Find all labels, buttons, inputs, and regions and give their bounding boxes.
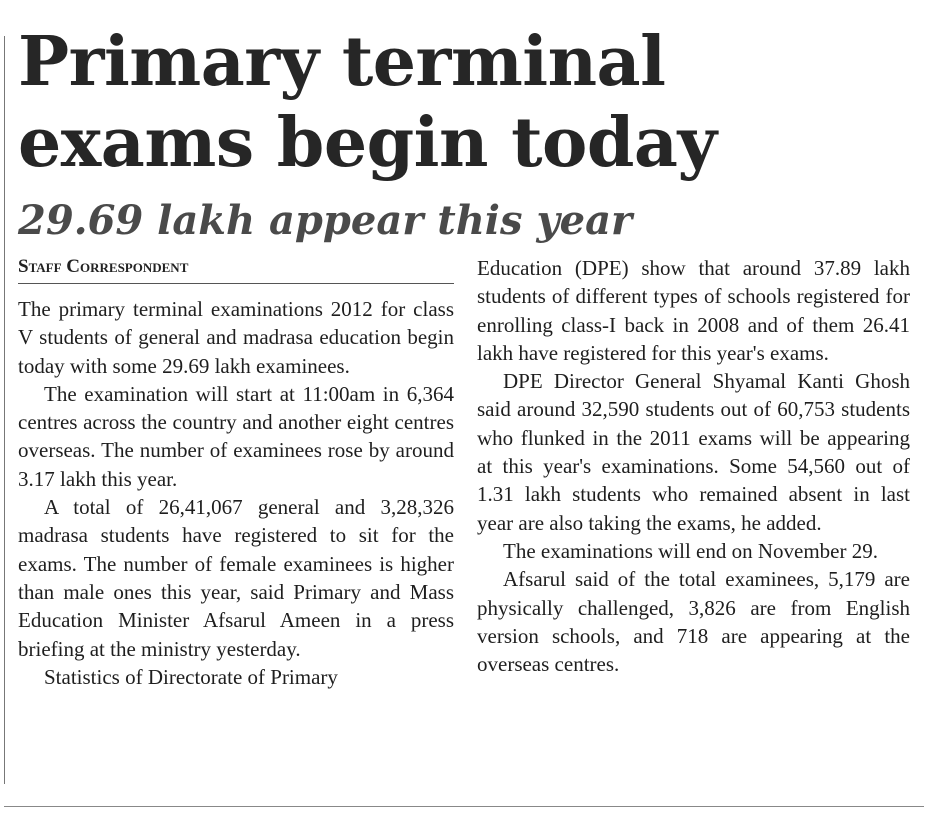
subheadline: 29.69 lakh appear this year xyxy=(18,197,633,244)
article-column-left xyxy=(18,295,454,691)
body-paragraph: The examinations will end on November 29. xyxy=(503,538,878,563)
byline: Staff Correspondent xyxy=(18,256,454,284)
headline: Primary terminal exams begin today xyxy=(18,22,717,183)
body-paragraph: Education (DPE) show that around 37.89 lakh students of different types of schools registered for enrolling class-I back in 2008 and of them 26.41 lakh have registered for this year's exams. xyxy=(477,256,910,365)
article-column-right xyxy=(477,254,910,678)
body-paragraph: A total of 26,41,067 general and 3,28,326 madrasa students have registered to sit for the exams. The number of female examinees is higher than male ones this year, said Primary and Mass Education Minister Afsarul Ameen in a press briefing at the ministry yesterday. xyxy=(18,495,454,661)
body-paragraph: Afsarul said of the total examinees, 5,179 are physically challenged, 3,826 are from English version schools, and 718 are appearing at the overseas centres. xyxy=(477,567,910,677)
body-paragraph: The primary terminal examinations 2012 for class V students of general and madrasa education begin today with some 29.69 lakh examinees. xyxy=(18,297,454,378)
body-paragraph: The examination will start at 11:00am in 6,364 centres across the country and another eight centres overseas. The number of examinees rose by around 3.17 lakh this year. xyxy=(18,381,454,491)
left-column-rule xyxy=(4,36,5,784)
bottom-rule xyxy=(4,806,924,807)
body-paragraph: Statistics of Directorate of Primary xyxy=(44,664,338,689)
body-paragraph: DPE Director General Shyamal Kanti Ghosh said around 32,590 students out of 60,753 students who flunked in the 2011 exams will be appearing at this year's examinations. Some 54,560 out of 1.31 lakh students who remained absent in last year are also taking the exams, he added. xyxy=(477,369,910,535)
